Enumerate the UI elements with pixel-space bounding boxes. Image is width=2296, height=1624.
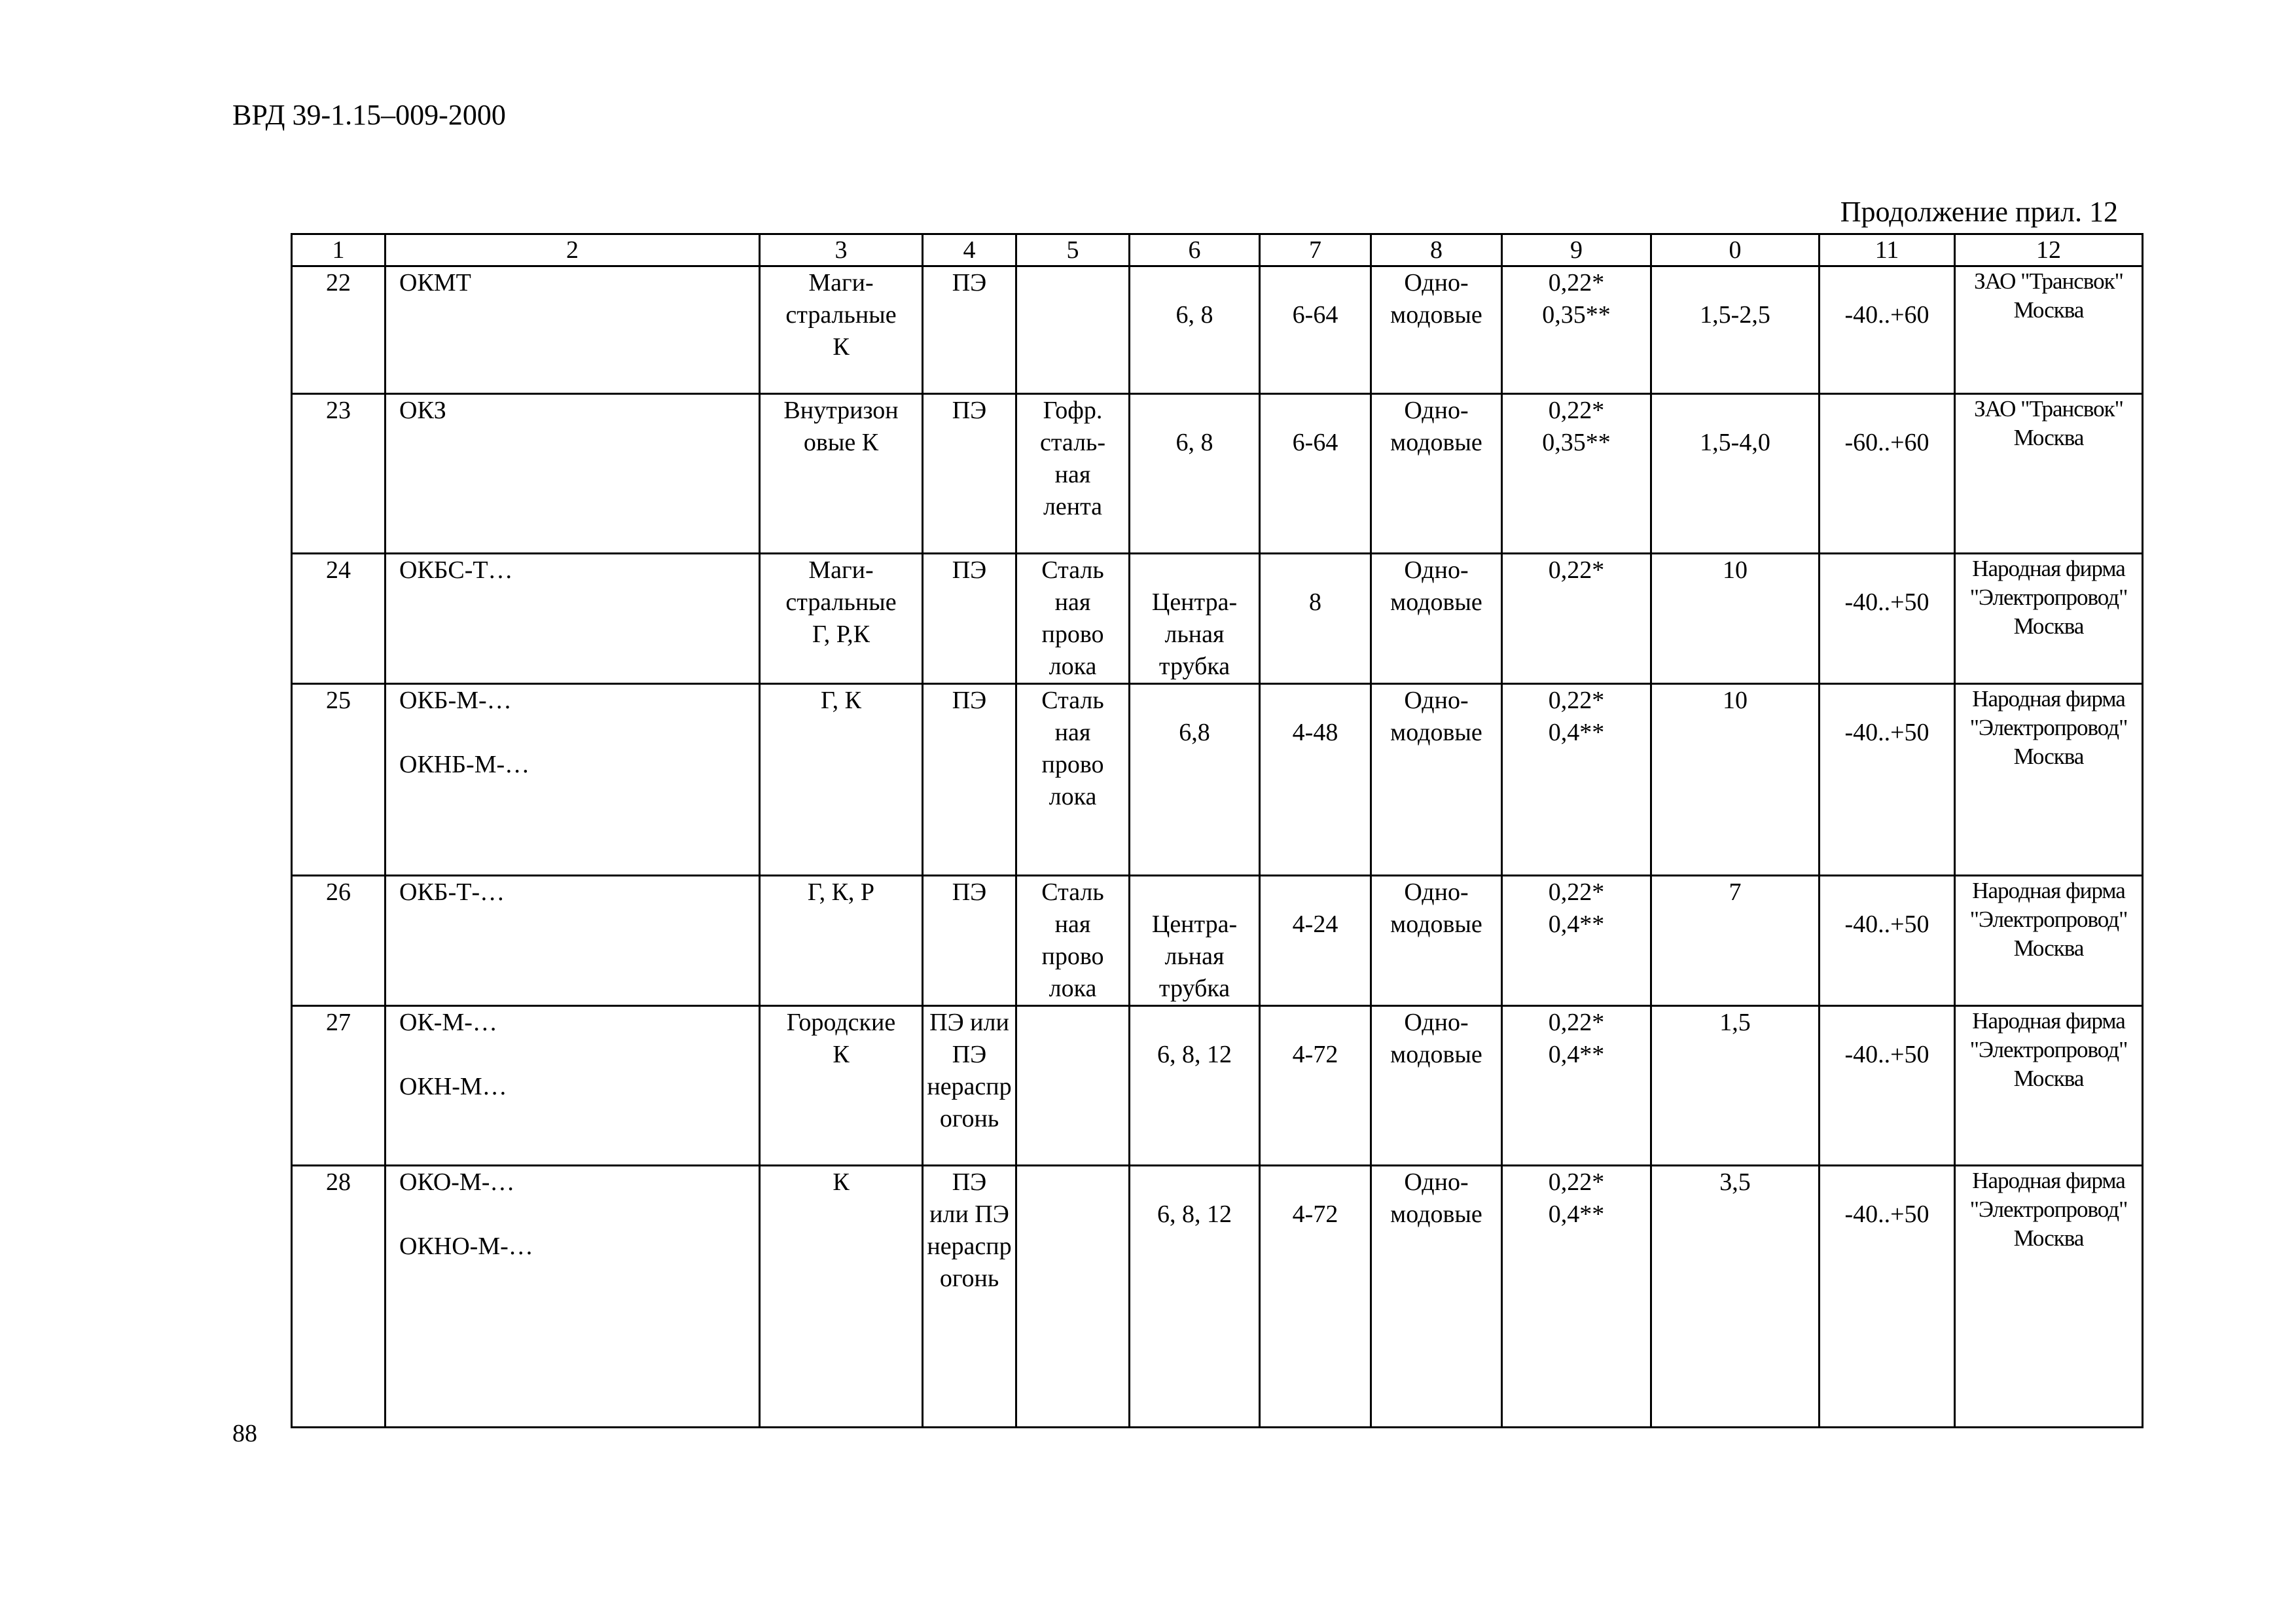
continuation-label: Продолжение прил. 12 [1840, 196, 2118, 228]
attenuation-cell [1502, 394, 1651, 554]
cell-line: Одно- [1404, 1009, 1469, 1036]
cell-line: модовые [1390, 911, 1482, 938]
cell-line: Внутризон [783, 397, 899, 424]
cell-line: Одно- [1404, 269, 1469, 297]
cell-line: ПЭ [952, 687, 987, 714]
cell-line: ная [1054, 461, 1091, 488]
cell-line: 6, 8, 12 [1157, 1041, 1232, 1068]
sheath-cell [923, 266, 1016, 394]
sheath-cell [923, 876, 1016, 1006]
cell-line: модовые [1390, 429, 1482, 456]
table-row [292, 1006, 2143, 1166]
cell-line: Одно- [1404, 556, 1469, 584]
cell-line: Москва [2013, 935, 2084, 961]
cell-line: модовые [1390, 1041, 1482, 1068]
row-number-cell: 23 [292, 394, 386, 554]
cell-line: сталь- [1039, 429, 1106, 456]
column-header: 2 [386, 234, 760, 266]
cell-line: лока [1049, 653, 1097, 680]
fiber-count-cell: 6-64 [1260, 266, 1371, 394]
cell-line: стральные [785, 588, 897, 616]
cell-line: ПЭ [952, 556, 987, 584]
cable-name-cell [386, 266, 760, 394]
table-row [292, 554, 2143, 684]
cell-line: К [833, 1041, 850, 1068]
cell-line: овые К [803, 429, 879, 456]
cell-line: Народная фирма [1972, 878, 2125, 903]
column-number-row [292, 234, 2143, 266]
cell-line: 6,8 [1179, 719, 1210, 746]
column-header: 1 [292, 234, 386, 266]
fiber-mode-cell [1371, 684, 1502, 876]
cell-line: Городские [786, 1009, 896, 1036]
cell-line: 6, 8 [1175, 301, 1213, 329]
cell-line [399, 1039, 757, 1071]
cell-line: Центра- [1151, 588, 1238, 616]
cell-line: прово [1041, 621, 1104, 648]
design-cell [1130, 266, 1260, 394]
cable-name-cell [386, 1006, 760, 1166]
cell-line: Центра- [1151, 911, 1238, 938]
row-number-cell: 24 [292, 554, 386, 684]
row-number-cell: 28 [292, 1166, 386, 1428]
design-cell [1130, 1006, 1260, 1166]
cell-line: огонь [939, 1265, 999, 1292]
column-header: 0 [1651, 234, 1820, 266]
sheath-cell [923, 1166, 1016, 1428]
column-header: 6 [1130, 234, 1260, 266]
cable-type-cell [760, 394, 923, 554]
cell-line: ОКБ-М-… [399, 687, 512, 714]
cell-line: нераспр [927, 1073, 1012, 1100]
cell-line: 0,22* [1548, 556, 1605, 584]
cell-line: ОКНБ-М-… [399, 751, 530, 778]
cell-line: ПЭ [952, 1041, 987, 1068]
cell-line: Москва [2013, 613, 2084, 639]
cell-line: прово [1041, 943, 1104, 970]
cell-line: К [833, 1168, 850, 1196]
tensile-cell: 10 [1651, 554, 1820, 684]
cell-line: 0,4** [1548, 911, 1605, 938]
cell-line: Одно- [1404, 1168, 1469, 1196]
sheath-cell [923, 684, 1016, 876]
armor-cell [1016, 554, 1130, 684]
cell-line: ОКН-М… [399, 1073, 507, 1100]
temperature-cell: -40..+50 [1820, 1006, 1955, 1166]
temperature-cell: -40..+50 [1820, 554, 1955, 684]
attenuation-cell [1502, 1006, 1651, 1166]
cell-line: ОКЗ [399, 397, 446, 424]
manufacturer-cell [1955, 266, 2143, 394]
cable-name-cell [386, 394, 760, 554]
cell-line: Одно- [1404, 687, 1469, 714]
manufacturer-cell [1955, 1006, 2143, 1166]
tensile-cell: 10 [1651, 684, 1820, 876]
cell-line: К [833, 333, 850, 361]
cell-line: нераспр [927, 1233, 1012, 1260]
temperature-cell: -40..+50 [1820, 684, 1955, 876]
sheath-cell [923, 554, 1016, 684]
column-header: 12 [1955, 234, 2143, 266]
cell-line: 0,22* [1548, 1168, 1605, 1196]
cell-line: или ПЭ [929, 1200, 1009, 1228]
cell-line: Одно- [1404, 397, 1469, 424]
fiber-mode-cell [1371, 266, 1502, 394]
column-header: 11 [1820, 234, 1955, 266]
cell-line: "Электропровод" [1969, 907, 2128, 932]
cell-line: льная [1164, 943, 1225, 970]
column-header: 4 [923, 234, 1016, 266]
cell-line: Маги- [808, 269, 874, 297]
cell-line: Народная фирма [1972, 556, 2125, 581]
sheath-cell [923, 394, 1016, 554]
armor-cell [1016, 266, 1130, 394]
armor-cell [1016, 1166, 1130, 1428]
cell-line: Г, К [820, 687, 862, 714]
fiber-mode-cell [1371, 876, 1502, 1006]
temperature-cell: -60..+60 [1820, 394, 1955, 554]
cell-line: Гофр. [1043, 397, 1103, 424]
cable-type-cell [760, 554, 923, 684]
cell-line: Маги- [808, 556, 874, 584]
temperature-cell: -40..+60 [1820, 266, 1955, 394]
cell-line: ОКБС-Т… [399, 556, 513, 584]
table-body [292, 234, 2143, 1428]
cell-line: ОКБ-Т-… [399, 878, 505, 906]
table-row [292, 876, 2143, 1006]
cell-line: трубка [1158, 653, 1230, 680]
cell-line: 6, 8 [1175, 429, 1213, 456]
cell-line: ОК-М-… [399, 1009, 497, 1036]
row-number-cell: 22 [292, 266, 386, 394]
attenuation-cell [1502, 266, 1651, 394]
attenuation-cell [1502, 554, 1651, 684]
cell-line: ЗАО "Трансвок" [1974, 396, 2123, 422]
cell-line: Сталь [1041, 878, 1104, 906]
cell-line: 0,35** [1542, 301, 1611, 329]
document-code: ВРД 39-1.15–009-2000 [232, 99, 506, 131]
fiber-mode-cell [1371, 1166, 1502, 1428]
armor-cell [1016, 876, 1130, 1006]
tensile-cell: 1,5-4,0 [1651, 394, 1820, 554]
cell-line: 0,4** [1548, 1041, 1605, 1068]
fiber-mode-cell [1371, 1006, 1502, 1166]
cell-line: 0,4** [1548, 719, 1605, 746]
temperature-cell: -40..+50 [1820, 876, 1955, 1006]
row-number-cell: 26 [292, 876, 386, 1006]
cell-line: 0,22* [1548, 687, 1605, 714]
cable-type-cell [760, 1166, 923, 1428]
tensile-cell: 7 [1651, 876, 1820, 1006]
table-row [292, 1166, 2143, 1428]
cell-line: лока [1049, 783, 1097, 810]
design-cell [1130, 876, 1260, 1006]
cell-line: 0,22* [1548, 397, 1605, 424]
cell-line: 6, 8, 12 [1157, 1200, 1232, 1228]
cell-line: Москва [2013, 297, 2084, 323]
cell-line: "Электропровод" [1969, 715, 2128, 740]
cell-line: стральные [785, 301, 897, 329]
cell-line: Москва [2013, 425, 2084, 450]
cell-line: ПЭ [952, 269, 987, 297]
sheath-cell [923, 1006, 1016, 1166]
cell-line: трубка [1158, 975, 1230, 1002]
row-number-cell: 27 [292, 1006, 386, 1166]
design-cell [1130, 1166, 1260, 1428]
column-header: 8 [1371, 234, 1502, 266]
cable-spec-table [291, 233, 2144, 1428]
column-header: 9 [1502, 234, 1651, 266]
cell-line: ПЭ [952, 397, 987, 424]
cable-type-cell [760, 266, 923, 394]
cable-name-cell [386, 876, 760, 1006]
cell-line: ОКМТ [399, 269, 471, 297]
table-row [292, 266, 2143, 394]
cable-name-cell [386, 1166, 760, 1428]
cell-line: Москва [2013, 1066, 2084, 1091]
fiber-mode-cell [1371, 554, 1502, 684]
cell-line: Сталь [1041, 556, 1104, 584]
cell-line: 0,22* [1548, 269, 1605, 297]
manufacturer-cell [1955, 394, 2143, 554]
fiber-mode-cell [1371, 394, 1502, 554]
cell-line: модовые [1390, 301, 1482, 329]
fiber-count-cell: 4-48 [1260, 684, 1371, 876]
cell-line: ная [1054, 719, 1091, 746]
design-cell [1130, 394, 1260, 554]
column-header: 3 [760, 234, 923, 266]
cell-line: льная [1164, 621, 1225, 648]
manufacturer-cell [1955, 684, 2143, 876]
fiber-count-cell: 8 [1260, 554, 1371, 684]
cell-line: Г, К, Р [807, 878, 875, 906]
cell-line: 0,4** [1548, 1200, 1605, 1228]
armor-cell [1016, 684, 1130, 876]
table-row [292, 684, 2143, 876]
cable-type-cell [760, 876, 923, 1006]
manufacturer-cell [1955, 876, 2143, 1006]
cell-line: "Электропровод" [1969, 1197, 2128, 1222]
manufacturer-cell [1955, 554, 2143, 684]
column-header: 5 [1016, 234, 1130, 266]
temperature-cell: -40..+50 [1820, 1166, 1955, 1428]
cell-line: модовые [1390, 588, 1482, 616]
cable-type-cell [760, 684, 923, 876]
cable-type-cell [760, 1006, 923, 1166]
cell-line: модовые [1390, 1200, 1482, 1228]
cable-name-cell [386, 684, 760, 876]
cell-line: ПЭ [952, 878, 987, 906]
cell-line: Г, Р,К [812, 621, 870, 648]
cable-name-cell [386, 554, 760, 684]
attenuation-cell [1502, 876, 1651, 1006]
cell-line: ОКО-М-… [399, 1168, 515, 1196]
manufacturer-cell [1955, 1166, 2143, 1428]
cell-line: Москва [2013, 744, 2084, 769]
cell-line: "Электропровод" [1969, 585, 2128, 610]
cell-line [399, 717, 757, 749]
cell-line: Одно- [1404, 878, 1469, 906]
tensile-cell: 1,5-2,5 [1651, 266, 1820, 394]
cell-line [399, 1199, 757, 1231]
cell-line: Москва [2013, 1225, 2084, 1251]
cell-line: 0,22* [1548, 878, 1605, 906]
cell-line: прово [1041, 751, 1104, 778]
armor-cell [1016, 1006, 1130, 1166]
fiber-count-cell: 6-64 [1260, 394, 1371, 554]
cell-line: лока [1049, 975, 1097, 1002]
design-cell [1130, 684, 1260, 876]
cell-line: Сталь [1041, 687, 1104, 714]
cell-line: 0,22* [1548, 1009, 1605, 1036]
fiber-count-cell: 4-24 [1260, 876, 1371, 1006]
cell-line: лента [1043, 493, 1103, 520]
cell-line: Народная фирма [1972, 1008, 2125, 1034]
armor-cell [1016, 394, 1130, 554]
attenuation-cell [1502, 684, 1651, 876]
column-header: 7 [1260, 234, 1371, 266]
cell-line: "Электропровод" [1969, 1037, 2128, 1062]
cell-line: модовые [1390, 719, 1482, 746]
table-row [292, 394, 2143, 554]
cell-line: огонь [939, 1105, 999, 1132]
cell-line: ОКНО-М-… [399, 1233, 533, 1260]
cell-line: ПЭ [952, 1168, 987, 1196]
cell-line: Народная фирма [1972, 1168, 2125, 1193]
design-cell [1130, 554, 1260, 684]
cell-line: ПЭ или [929, 1009, 1009, 1036]
row-number-cell: 25 [292, 684, 386, 876]
cell-line: ная [1054, 588, 1091, 616]
cell-line: Народная фирма [1972, 686, 2125, 712]
cell-line: ЗАО "Трансвок" [1974, 268, 2123, 294]
tensile-cell: 3,5 [1651, 1166, 1820, 1428]
fiber-count-cell: 4-72 [1260, 1006, 1371, 1166]
cell-line: ная [1054, 911, 1091, 938]
attenuation-cell [1502, 1166, 1651, 1428]
fiber-count-cell: 4-72 [1260, 1166, 1371, 1428]
page-number: 88 [232, 1420, 257, 1447]
cell-line: 0,35** [1542, 429, 1611, 456]
tensile-cell: 1,5 [1651, 1006, 1820, 1166]
